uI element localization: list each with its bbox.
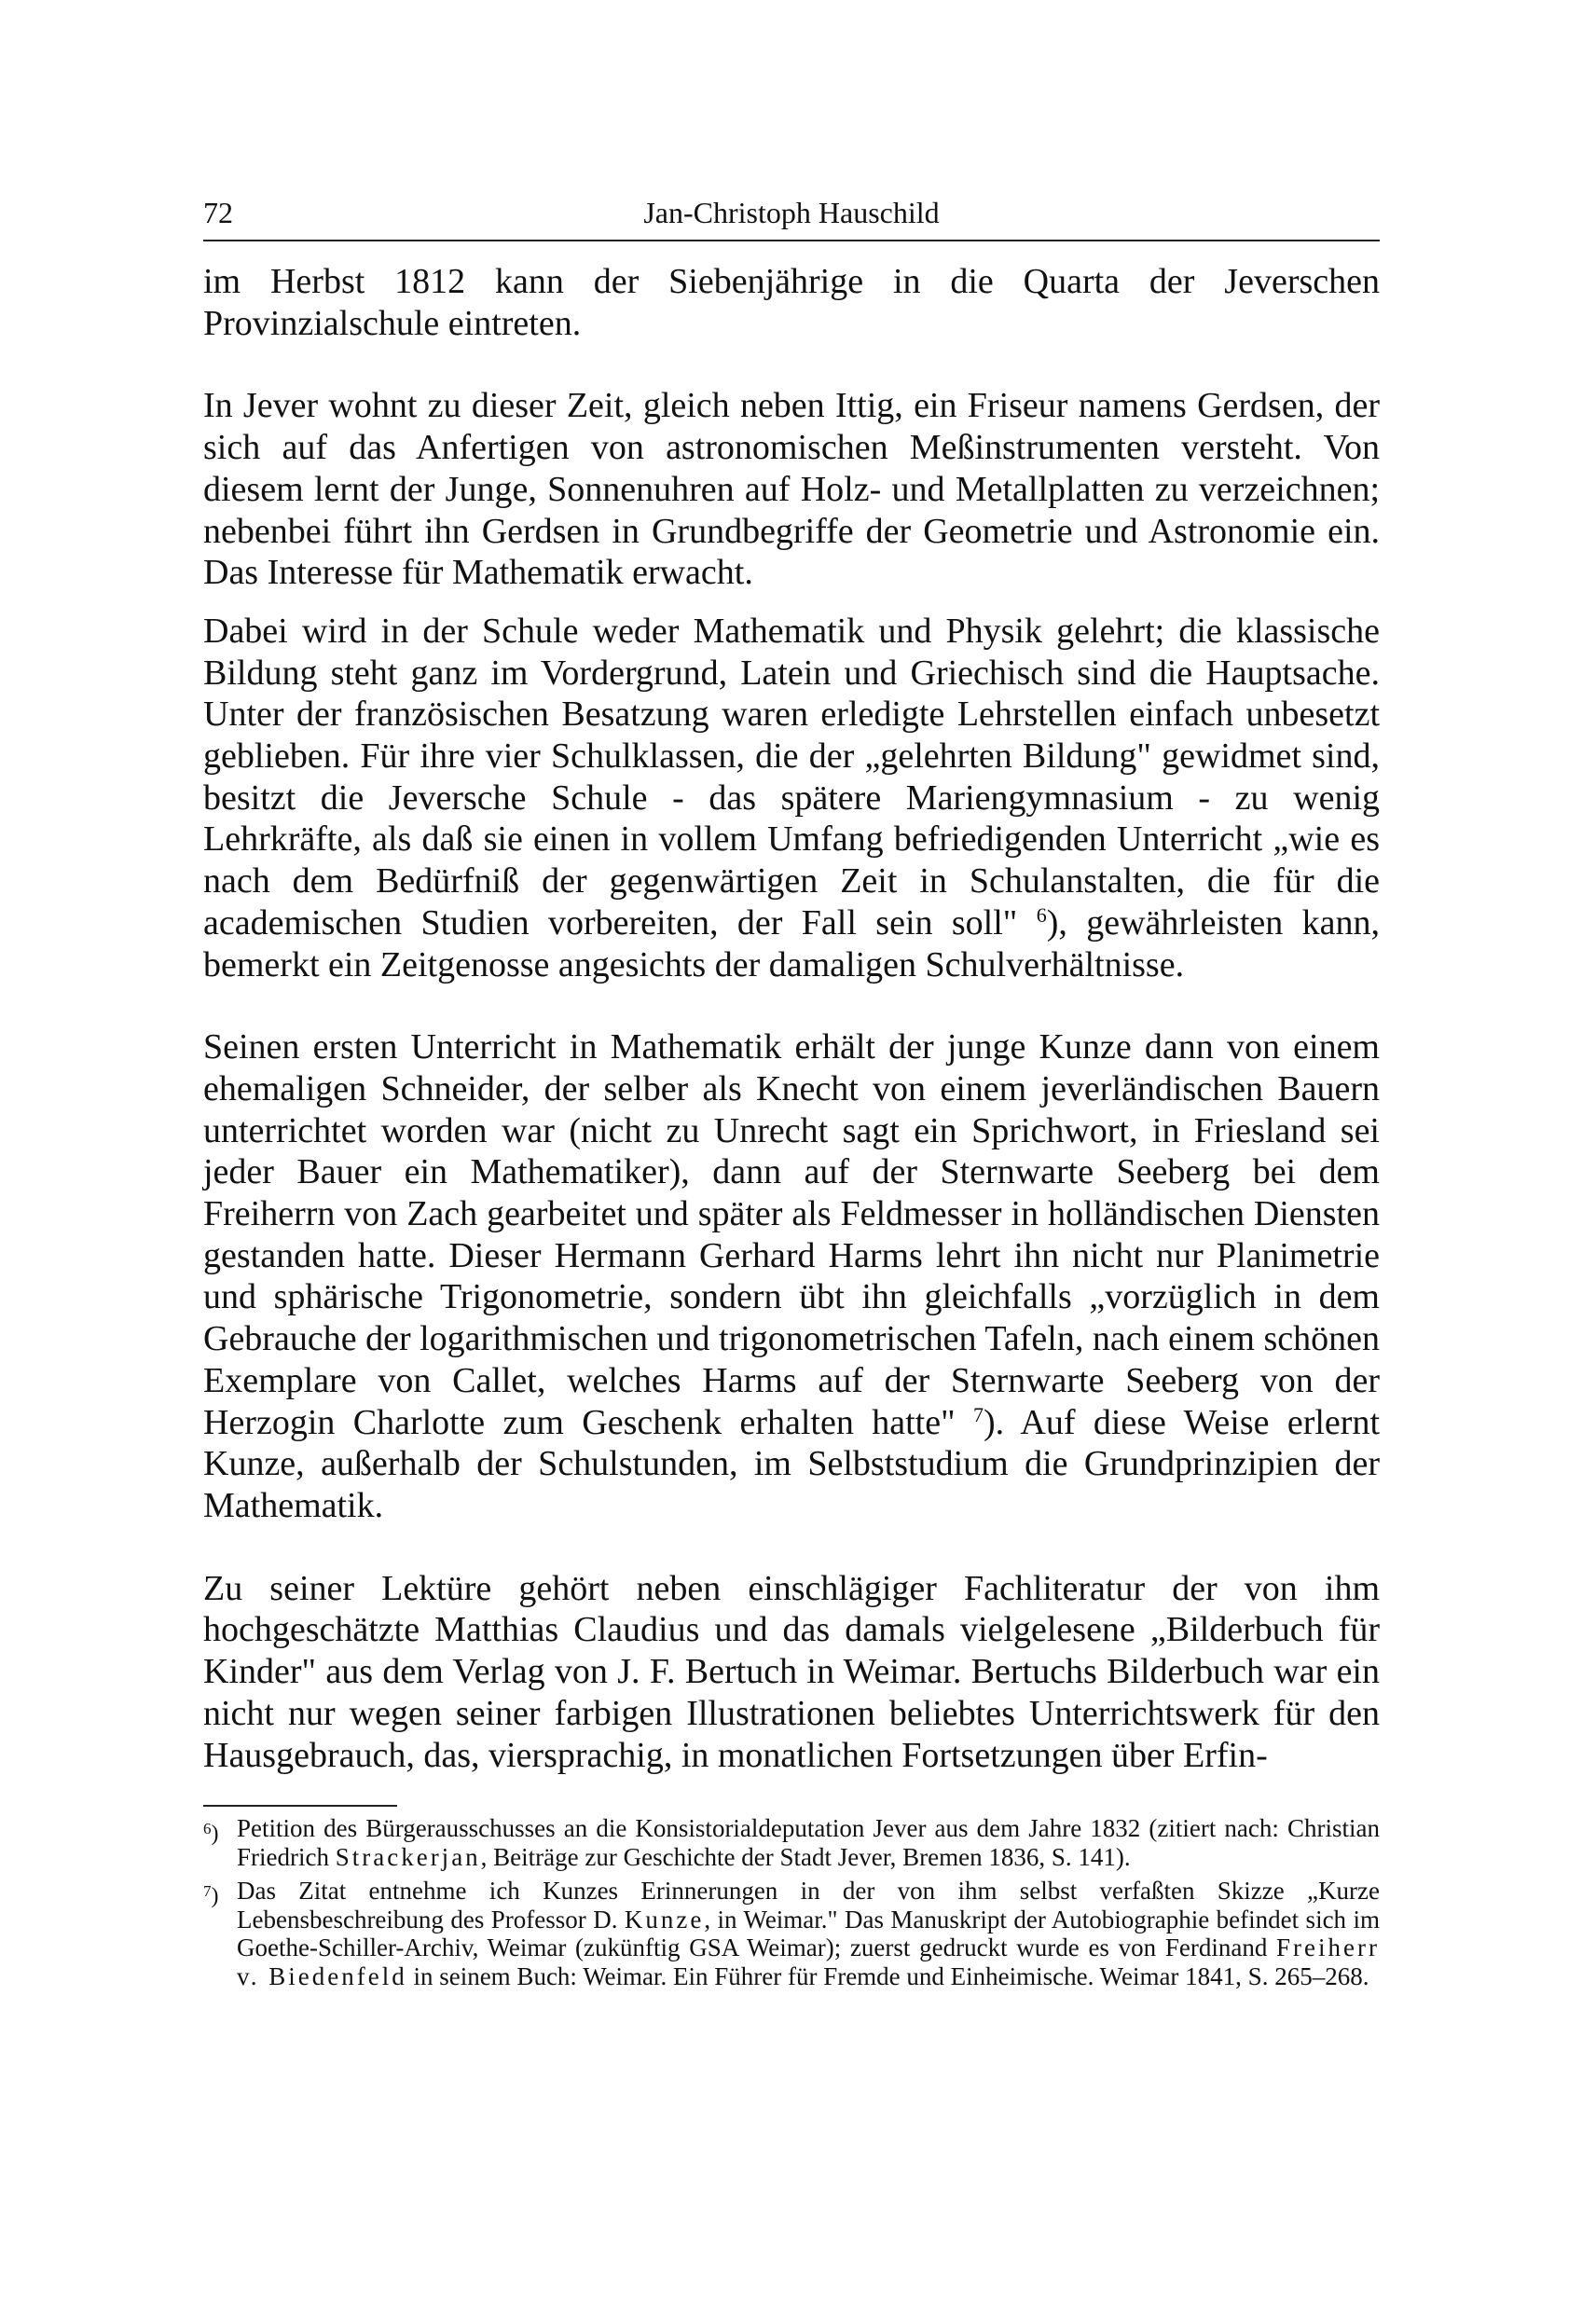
- footnote-rule: [203, 1805, 397, 1807]
- header-rule: [203, 240, 1380, 241]
- paragraph-3: [203, 611, 1380, 985]
- running-head: Jan-Christoph Hauschild: [643, 196, 940, 229]
- body-text: [203, 261, 1380, 1776]
- paragraph-1: im Herbst 1812 kann der Siebenjährige in die Quarta der Jeverschen Provinzialschule eintreten.: [203, 262, 1380, 343]
- footnote-author-name: Freiherr v. Biedenfeld: [237, 1934, 1380, 1990]
- footnote-marker-number: 7: [203, 1882, 212, 1901]
- paragraph-5: Zu seiner Lektüre gehört neben einschlägiger Fachliteratur der von ihm hochgeschätzte Matthias Claudius und das damals vielgelesene „Bilderbuch für Kinder" aus dem Verlag von J. F. Bertuch in Weimar. Bertuchs Bilderbuch war ein nicht nur wegen seiner farbigen Illustrationen beliebtes Unterrichtswerk für den Hausgebrauch, das, viersprachig, in monatlichen Fortsetzungen über Erfin-: [203, 1568, 1380, 1775]
- footnote-text-part: in seinem Buch: Weimar. Ein Führer für Fremde und Einheimische. Weimar 1841, S. 265–268.: [406, 1961, 1369, 1990]
- paragraph-2: In Jever wohnt zu dieser Zeit, gleich neben Ittig, ein Friseur namens Gerdsen, der sich auf das Anfertigen von astronomischen Meßinstrumenten versteht. Von diesem lernt der Junge, Sonnenuhren auf Holz- und Metallplatten zu verzeichnen; nebenbei führt ihn Gerdsen in Grundbegriffe der Geometrie und Astronomie ein. Das Interesse für Mathematik erwacht.: [203, 386, 1380, 593]
- paragraph-4-text-b: ). Auf diese Weise erlernt Kunze, außerhalb der Schulstunden, im Selbststudium die Grundprinzipien der Mathematik.: [203, 1402, 1381, 1525]
- footnote-text-part: , in Weimar." Das Manuskript der Autobiographie befindet sich im Goethe-Schiller-Archiv, Weimar (zukünftig GSA Weimar); zuerst gedruckt wurde es von Ferdinand: [237, 1905, 1380, 1962]
- footnote-marker: $^7$): [203, 1882, 219, 1909]
- page-header: [203, 192, 1380, 242]
- footnote-7: [203, 1877, 1380, 1990]
- footnote-text-part: Petition des Bürgerausschusses an die Konsistorialdeputation Jever aus dem Jahre 1832 (zitiert nach: Christian Friedrich: [237, 1814, 1380, 1871]
- footnote-ref-7: 7: [972, 1402, 984, 1426]
- footnote-author-name: Strackerjan: [335, 1842, 481, 1871]
- footnote-marker: $^6$): [203, 1820, 219, 1846]
- footnote-text: [237, 1814, 1380, 1871]
- paragraph-3-text-a: Dabei wird in der Schule weder Mathematik und Physik gelehrt; die klassische Bildung steht ganz im Vordergrund, Latein und Griechisch sind die Hauptsache. Unter der französischen Besatzung waren erledigte Lehrstellen einfach unbesetzt geblieben. Für ihre vier Schulklassen, die der „gelehrten Bildung" gewidmet sind, besitzt die Jeversche Schule - das spätere Mariengymnasium - zu wenig Lehrkräfte, als daß sie einen in vollem Umfang befriedigenden Unterricht „wie es nach dem Bedürfniß der gegenwärtigen Zeit in Schulanstalten, die für die academischen Studien vorbereiten, der Fall sein soll": [203, 611, 1380, 943]
- footnote-marker-number: 6: [203, 1820, 212, 1837]
- footnote-text-part: Das Zitat entnehme ich Kunzes Erinnerungen in der von ihm selbst verfaßten Skizze „Kurze Lebensbeschreibung des Professor D.: [237, 1877, 1380, 1934]
- paragraph-4-text-a: Seinen ersten Unterricht in Mathematik erhält der junge Kunze dann von einem ehemaligen Schneider, der selber als Knecht von einem jeverländischen Bauern unterrichtet worden war (nicht zu Unrecht sagt ein Sprichwort, in Friesland sei jeder Bauer ein Mathematiker), dann auf der Sternwarte Seeberg bei dem Freiherrn von Zach gearbeitet und später als Feldmesser in holländischen Diensten gestanden hatte. Dieser Hermann Gerhard Harms lehrt ihn nicht nur Planimetrie und sphärische Trigonometrie, sondern übt ihn gleichfalls „vorzüglich in dem Gebrauche der logarithmischen und trigonometrischen Tafeln, nach einem schönen Exemplare von Callet, welches Harms auf der Sternwarte Seeberg von der Herzogin Charlotte zum Geschenk erhalten hatte": [203, 1027, 1380, 1442]
- paragraph-4: [203, 1026, 1380, 1526]
- footnote-text: [237, 1877, 1380, 1990]
- paragraph-3-text-b: ), gewährleisten kann, bemerkt ein Zeitgenosse angesichts der damaligen Schulverhältnisse.: [203, 902, 1380, 984]
- footnote-6: [203, 1814, 1380, 1871]
- footnote-author-name: Kunze: [624, 1905, 705, 1934]
- page-number: 72: [203, 196, 233, 229]
- footnote-ref-6: 6: [1036, 902, 1047, 927]
- footnote-text-part: , Beiträge zur Geschichte der Stadt Jever, Bremen 1836, S. 141).: [480, 1842, 1131, 1871]
- footnotes: [203, 1814, 1380, 1997]
